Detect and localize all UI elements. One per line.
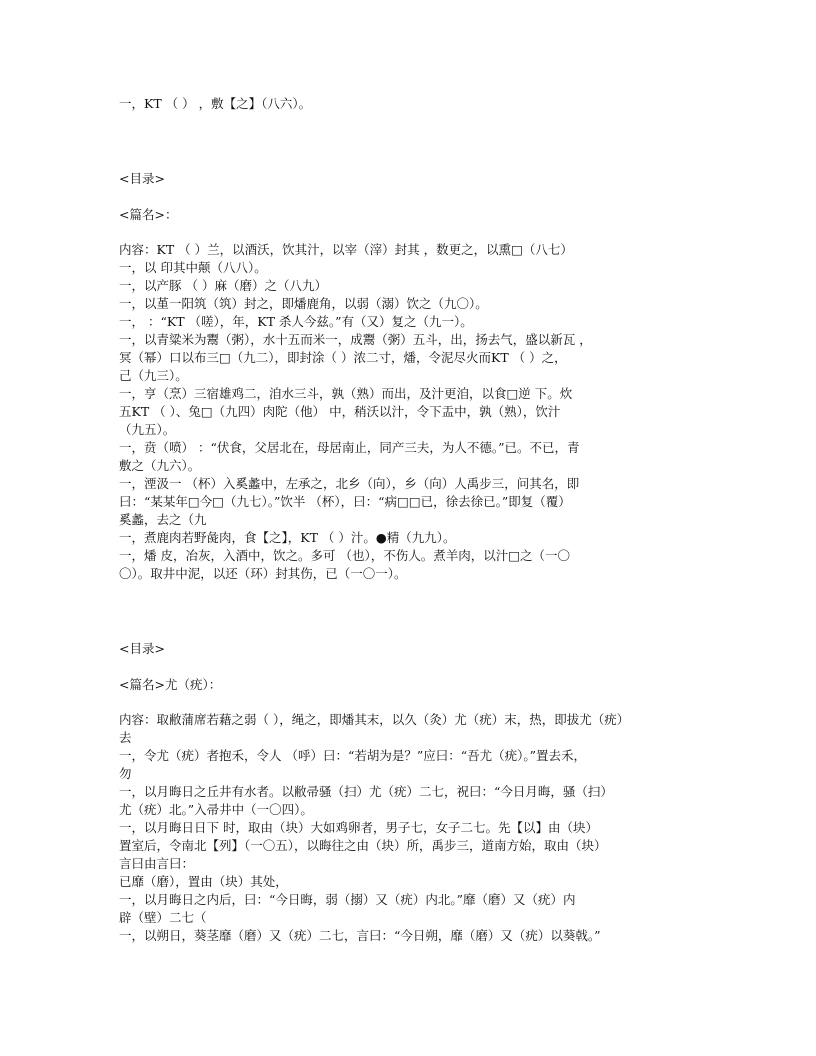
section-catalog-label: <目录> — [119, 171, 165, 186]
content-line: 一，以朔日，葵茎靡（磨）又（疣）二七，言曰：“今日朔，靡（磨）又（疣）以葵戟。” — [119, 928, 601, 943]
content-line: 一， ：“KT （嗟），年，KT 杀人今兹。”有（又）复之（九一）。 — [119, 314, 473, 329]
content-line: 勿 — [119, 766, 132, 781]
content-line: 辟（壁）二七（ — [119, 910, 207, 925]
content-line: 一，燔 皮，冶灰，入酒中，饮之。多可 （也），不伤人。煮羊肉，以汁□之（一〇 — [119, 548, 571, 563]
content-line: 去 — [119, 730, 132, 745]
content-line: 一，以产豚 （ ）麻（磨）之（八九） — [119, 278, 327, 293]
content-line: 曰：“某某年□今□（九七）。”饮半 （杯），曰：“病□□已，徐去徐已。”即复（覆） — [119, 494, 571, 509]
content-line: 尤（疣）北。”入帚井中（一〇四）。 — [119, 802, 313, 817]
content-line: 置室后，令南北【列】（一〇五），以晦往之由（块）所，禹步三，道南方始，取由（块） — [119, 838, 607, 853]
content-line: 五KT （ ）、兔□（九四）肉陀（他） 中，稍沃以汁，令下盂中，孰（熟），饮汁 — [119, 404, 561, 419]
content-line: 一，令尤（疣）者抱禾，令人 （呼）曰：“若胡为是？”应曰：“吾尤（疣）。”置去禾， — [119, 748, 587, 763]
content-line: 冥（幂）口以布三□（九二），即封涂（ ）浓二寸，燔，令泥尽火而KT （ ）之， — [119, 350, 567, 365]
content-line: 内容：取敝蒲席若藉之弱（ ），绳之，即燔其末，以久（灸）尤（疣）末，热，即拔尤（疣） — [119, 712, 630, 727]
content-line: 敷之（九六）。 — [119, 458, 201, 473]
section-catalog-label: <目录> — [119, 641, 165, 656]
section-title-label: <篇名>尤（疣）： — [119, 677, 222, 692]
content-line: 一，贲（喷） ：“伏食，父居北在，母居南止，同产三夫，为人不德。”已。不已，青 — [119, 440, 580, 455]
content-line: 一，以 印其中颠（八八）。 — [119, 260, 267, 275]
content-line: 〇）。取井中泥，以还（环）封其伤，已（一〇一）。 — [119, 566, 407, 581]
content-line: 己（九三）。 — [119, 368, 188, 383]
content-line: 一，以月晦日日下 时，取由（块）大如鸡卵者，男子七，女子二七。先【以】由（块） — [119, 820, 598, 835]
content-line: 一，湮汲一 （杯）入奚蠡中，左承之，北乡（向），乡（向）人禹步三，问其名，即 — [119, 476, 580, 491]
content-line: 已靡（磨），置由（块）其处， — [119, 874, 288, 889]
content-line: 一，以堇一阳筑（筑）封之，即燔鹿角，以弱（溺）饮之（九〇）。 — [119, 296, 488, 311]
content-line: （九五）。 — [119, 422, 176, 437]
content-line: 一，以月晦日之内后，曰：“今日晦，弱（搦）又（疣）内北。”靡（磨）又（疣）内 — [119, 892, 576, 907]
content-line: 一，以青粱米为鬻（粥），水十五而米一，成鬻（粥）五斗，出，扬去气，盛以新瓦 ， — [119, 332, 592, 347]
text-line: 一，KT （ ） ，敷【之】（八六）。 — [119, 96, 312, 111]
content-line: 一，煮鹿肉若野彘肉，食【之】，KT （ ）汁。●精（九九）。 — [119, 530, 456, 545]
content-line: 一，亨（烹）三宿雄鸡二，洎水三斗，孰（熟）而出，及汁更洎，以食□逆 下。炊 — [119, 386, 573, 401]
content-line: 奚蠡，去之（九 — [119, 512, 207, 527]
content-line: 内容：KT （ ）兰，以酒沃，饮其汁，以宰（滓）封其 ，数更之，以熏□（八七） — [119, 242, 573, 257]
section-title-label: <篇名>： — [119, 207, 178, 222]
content-line: 言曰由言曰： — [119, 856, 195, 871]
content-line: 一，以月晦日之丘井有水者。以敝帚骚（扫）尤（疣）二七，祝曰：“今日月晦，骚（扫） — [119, 784, 613, 799]
